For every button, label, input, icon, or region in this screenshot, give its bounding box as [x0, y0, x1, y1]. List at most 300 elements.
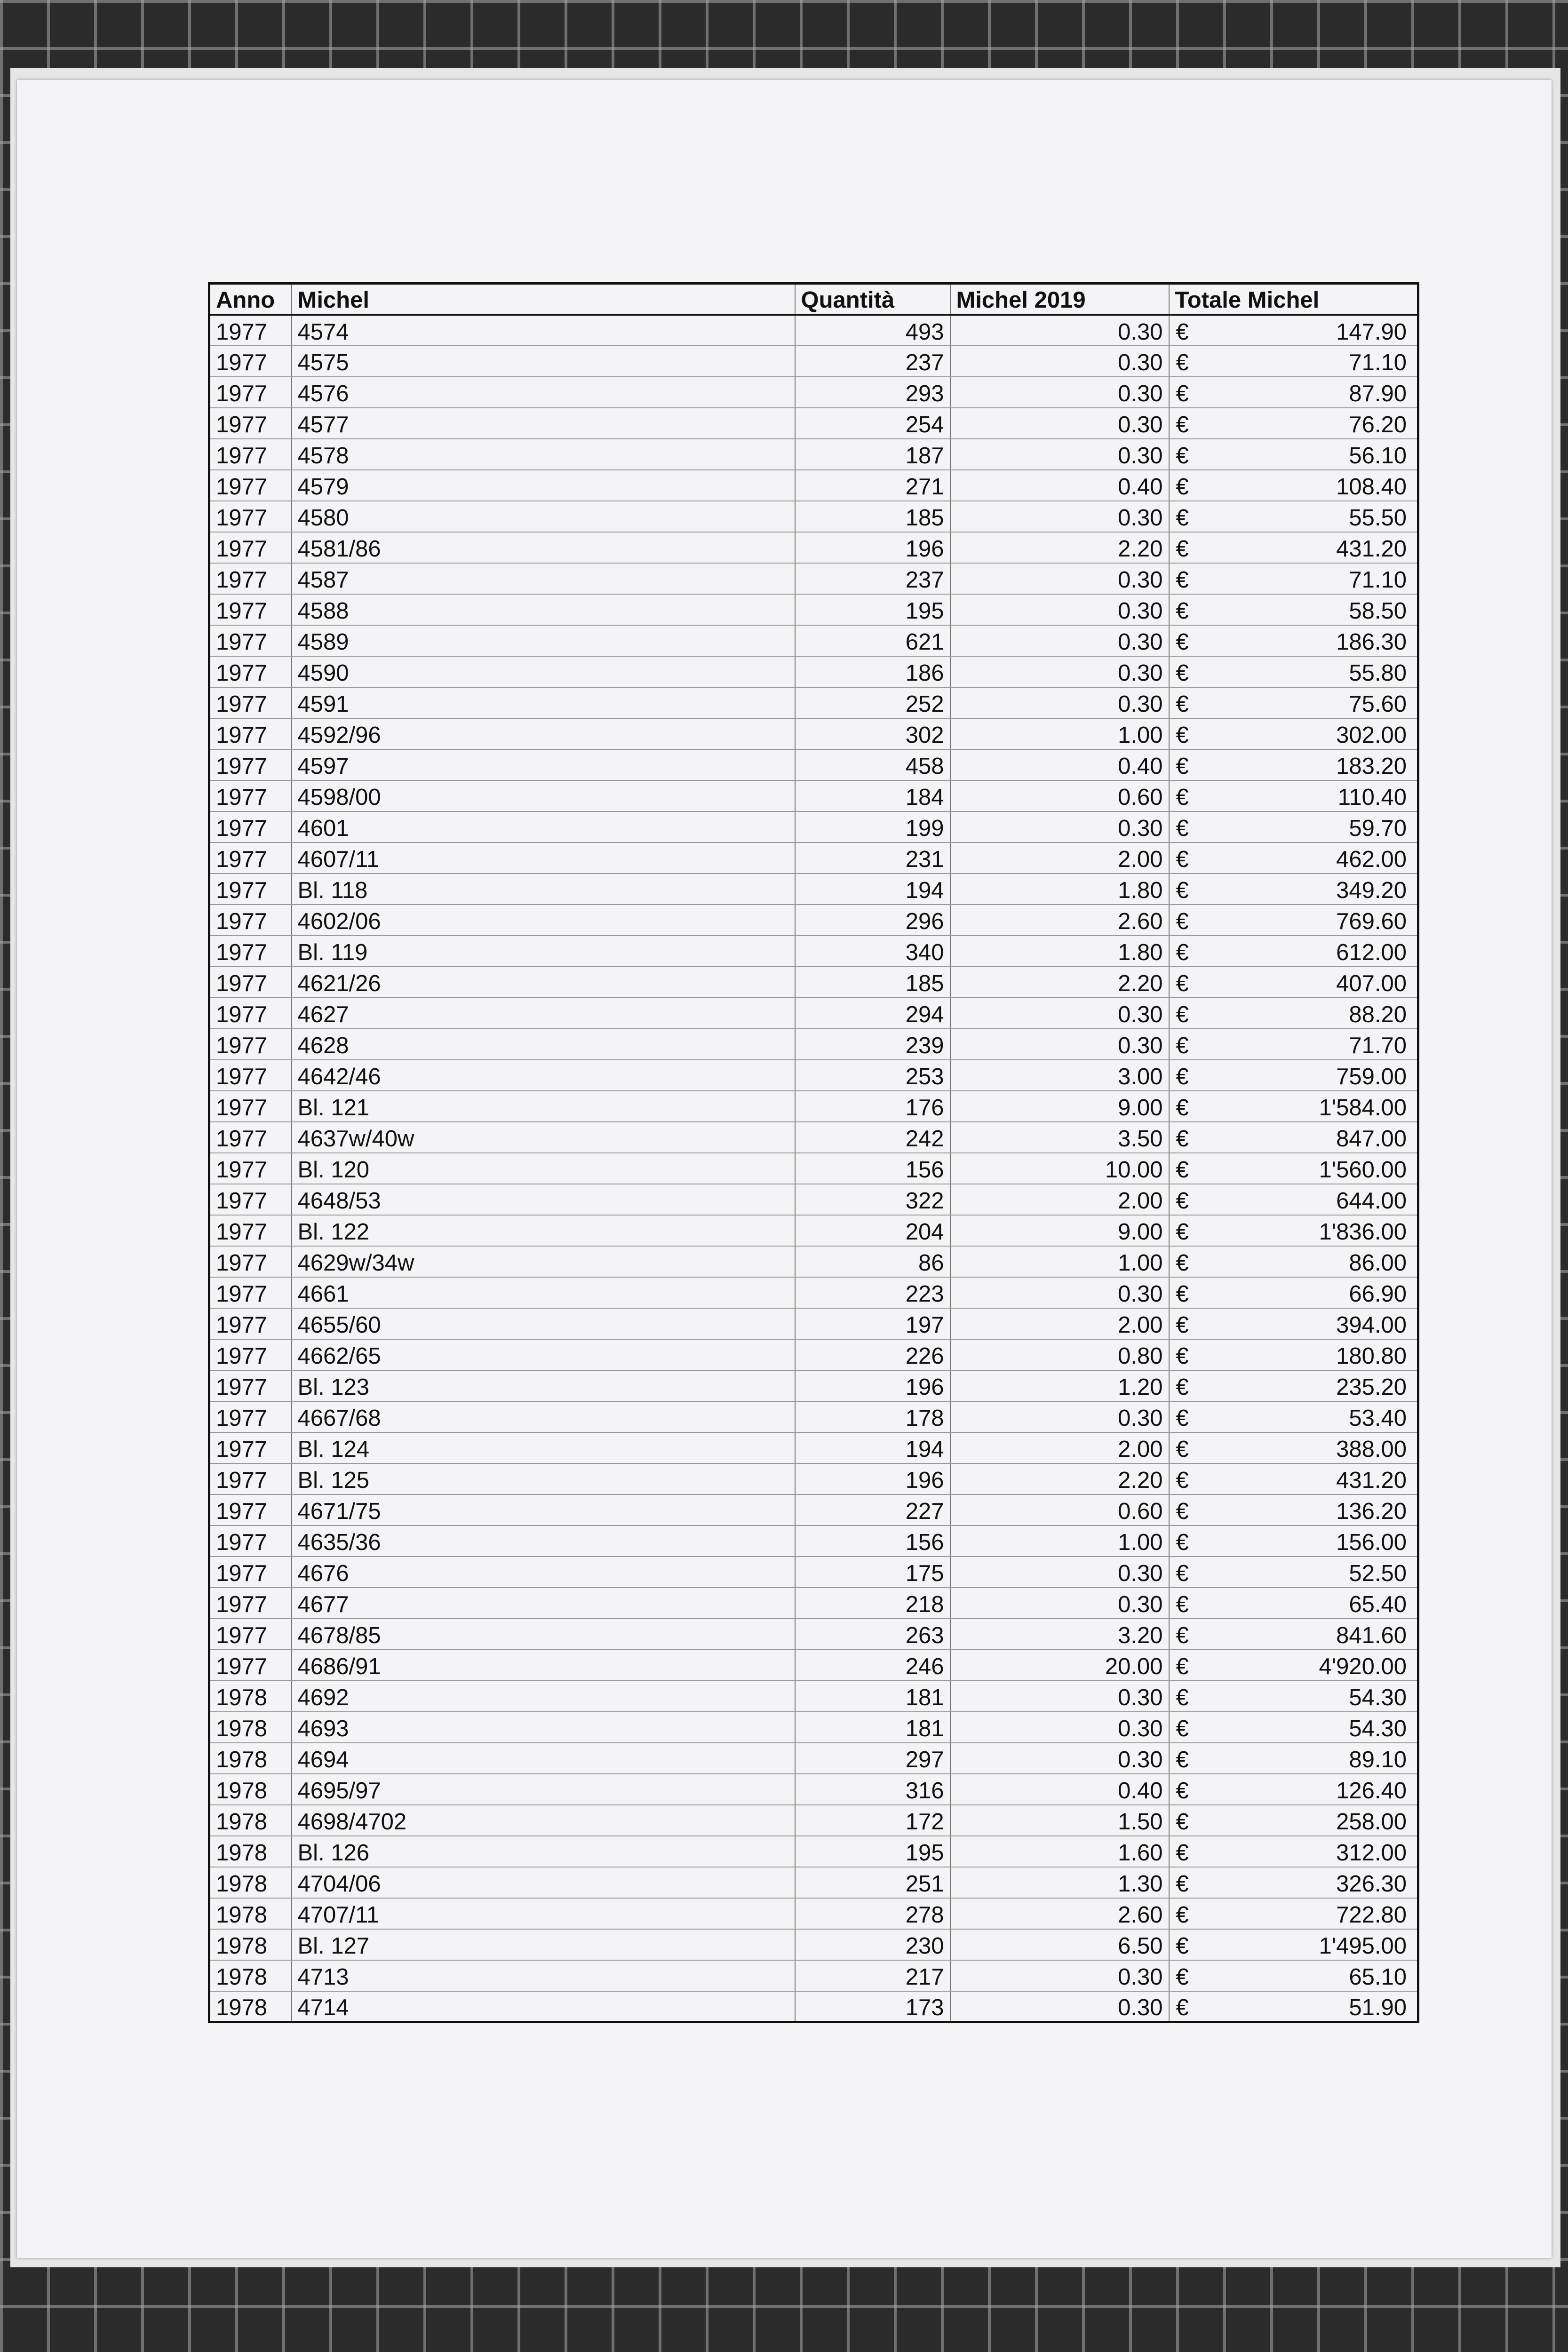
table-row [209, 1743, 1418, 1774]
cell-anno: 1978 [209, 1960, 292, 1991]
cell-anno: 1977 [209, 687, 292, 718]
cell-price: 2.20 [950, 532, 1169, 563]
cell-totale: 394.00 [1202, 1308, 1418, 1339]
table-row [209, 625, 1418, 656]
cell-quantita: 194 [795, 1432, 950, 1463]
cell-currency: € [1169, 998, 1202, 1029]
cell-price: 0.30 [950, 811, 1169, 842]
cell-totale: 65.10 [1202, 1960, 1418, 1991]
cell-price: 2.20 [950, 1463, 1169, 1494]
cell-quantita: 156 [795, 1526, 950, 1557]
cell-price: 0.30 [950, 1557, 1169, 1588]
cell-currency: € [1169, 1867, 1202, 1898]
cell-currency: € [1169, 1960, 1202, 1991]
cell-totale: 769.60 [1202, 905, 1418, 936]
cell-price: 0.30 [950, 377, 1169, 408]
cell-totale: 302.00 [1202, 718, 1418, 749]
cell-michel: 4627 [292, 998, 795, 1029]
table-row [209, 687, 1418, 718]
cell-totale: 87.90 [1202, 377, 1418, 408]
cell-currency: € [1169, 687, 1202, 718]
cell-price: 0.30 [950, 625, 1169, 656]
cell-michel: 4707/11 [292, 1898, 795, 1929]
cell-anno: 1977 [209, 936, 292, 967]
cell-totale: 183.20 [1202, 749, 1418, 780]
cell-michel: 4592/96 [292, 718, 795, 749]
table-row [209, 470, 1418, 501]
cell-quantita: 178 [795, 1401, 950, 1432]
cell-anno: 1977 [209, 625, 292, 656]
cell-michel: 4671/75 [292, 1494, 795, 1526]
cell-totale: 722.80 [1202, 1898, 1418, 1929]
cell-price: 0.30 [950, 594, 1169, 625]
cell-price: 0.40 [950, 749, 1169, 780]
cell-totale: 349.20 [1202, 874, 1418, 905]
cell-michel: 4597 [292, 749, 795, 780]
table-row [209, 1339, 1418, 1370]
cell-anno: 1977 [209, 1246, 292, 1277]
cell-price: 1.80 [950, 936, 1169, 967]
cell-totale: 258.00 [1202, 1805, 1418, 1836]
table-row [209, 1215, 1418, 1246]
cell-price: 0.40 [950, 470, 1169, 501]
header-michel: Michel [292, 284, 795, 315]
cell-anno: 1978 [209, 1991, 292, 2022]
cell-currency: € [1169, 1681, 1202, 1712]
cell-quantita: 194 [795, 874, 950, 905]
table-row [209, 315, 1418, 346]
table-row [209, 1960, 1418, 1991]
cell-anno: 1977 [209, 718, 292, 749]
cell-quantita: 196 [795, 1370, 950, 1401]
cell-price: 0.30 [950, 1712, 1169, 1743]
cell-price: 1.60 [950, 1836, 1169, 1867]
cell-currency: € [1169, 656, 1202, 687]
cell-currency: € [1169, 470, 1202, 501]
cell-totale: 326.30 [1202, 1867, 1418, 1898]
cell-totale: 1'584.00 [1202, 1091, 1418, 1122]
cell-michel: Bl. 121 [292, 1091, 795, 1122]
cell-currency: € [1169, 1091, 1202, 1122]
cell-price: 0.40 [950, 1774, 1169, 1805]
cell-anno: 1977 [209, 1588, 292, 1619]
cell-michel: 4661 [292, 1277, 795, 1308]
cell-totale: 88.20 [1202, 998, 1418, 1029]
cell-anno: 1977 [209, 439, 292, 470]
cell-totale: 54.30 [1202, 1712, 1418, 1743]
cell-anno: 1977 [209, 1619, 292, 1650]
cell-quantita: 237 [795, 563, 950, 594]
cell-anno: 1977 [209, 811, 292, 842]
cell-anno: 1977 [209, 1153, 292, 1184]
cell-quantita: 297 [795, 1743, 950, 1774]
cell-michel: 4676 [292, 1557, 795, 1588]
cell-price: 0.30 [950, 1588, 1169, 1619]
cell-michel: 4590 [292, 656, 795, 687]
cell-quantita: 172 [795, 1805, 950, 1836]
table-row [209, 1929, 1418, 1960]
cell-totale: 462.00 [1202, 842, 1418, 874]
cell-michel: Bl. 123 [292, 1370, 795, 1401]
cell-michel: 4662/65 [292, 1339, 795, 1370]
cell-anno: 1977 [209, 1122, 292, 1153]
table-row [209, 1712, 1418, 1743]
cell-price: 3.50 [950, 1122, 1169, 1153]
cell-currency: € [1169, 1494, 1202, 1526]
cell-currency: € [1169, 377, 1202, 408]
cell-currency: € [1169, 1463, 1202, 1494]
cell-currency: € [1169, 749, 1202, 780]
cell-currency: € [1169, 1029, 1202, 1060]
table-body [209, 315, 1418, 2022]
cell-totale: 71.10 [1202, 563, 1418, 594]
cell-quantita: 86 [795, 1246, 950, 1277]
cell-totale: 53.40 [1202, 1401, 1418, 1432]
cell-price: 10.00 [950, 1153, 1169, 1184]
cell-quantita: 230 [795, 1929, 950, 1960]
table-row [209, 1991, 1418, 2022]
cell-currency: € [1169, 1401, 1202, 1432]
cell-totale: 108.40 [1202, 470, 1418, 501]
cell-price: 0.30 [950, 439, 1169, 470]
cell-totale: 612.00 [1202, 936, 1418, 967]
cell-totale: 55.50 [1202, 501, 1418, 532]
cell-price: 0.30 [950, 687, 1169, 718]
cell-price: 1.00 [950, 718, 1169, 749]
cell-currency: € [1169, 1339, 1202, 1370]
cell-quantita: 196 [795, 532, 950, 563]
cell-currency: € [1169, 1215, 1202, 1246]
cell-currency: € [1169, 501, 1202, 532]
cell-price: 0.30 [950, 315, 1169, 346]
table-row [209, 346, 1418, 377]
cell-currency: € [1169, 1246, 1202, 1277]
cell-quantita: 493 [795, 315, 950, 346]
table-row [209, 1805, 1418, 1836]
cell-michel: 4579 [292, 470, 795, 501]
cell-michel: Bl. 120 [292, 1153, 795, 1184]
table-row [209, 1557, 1418, 1588]
cell-totale: 431.20 [1202, 532, 1418, 563]
cell-michel: 4655/60 [292, 1308, 795, 1339]
cell-totale: 126.40 [1202, 1774, 1418, 1805]
cell-anno: 1977 [209, 1308, 292, 1339]
cell-currency: € [1169, 1526, 1202, 1557]
cell-currency: € [1169, 1370, 1202, 1401]
cell-price: 1.50 [950, 1805, 1169, 1836]
table-row [209, 656, 1418, 687]
cell-anno: 1978 [209, 1743, 292, 1774]
cell-price: 0.30 [950, 1401, 1169, 1432]
cell-currency: € [1169, 625, 1202, 656]
cell-quantita: 197 [795, 1308, 950, 1339]
header-totale-michel: Totale Michel [1169, 284, 1418, 315]
table-row [209, 439, 1418, 470]
cell-price: 1.30 [950, 1867, 1169, 1898]
cell-currency: € [1169, 1774, 1202, 1805]
cell-price: 0.80 [950, 1339, 1169, 1370]
cell-currency: € [1169, 346, 1202, 377]
cell-quantita: 199 [795, 811, 950, 842]
table-row [209, 1681, 1418, 1712]
cell-anno: 1977 [209, 656, 292, 687]
cell-quantita: 226 [795, 1339, 950, 1370]
cell-quantita: 302 [795, 718, 950, 749]
table-row [209, 1029, 1418, 1060]
cell-michel: Bl. 126 [292, 1836, 795, 1867]
cell-michel: 4686/91 [292, 1650, 795, 1681]
cell-currency: € [1169, 315, 1202, 346]
cell-quantita: 322 [795, 1184, 950, 1215]
cell-anno: 1978 [209, 1836, 292, 1867]
cell-price: 0.30 [950, 501, 1169, 532]
cell-currency: € [1169, 811, 1202, 842]
cell-michel: 4635/36 [292, 1526, 795, 1557]
cell-anno: 1978 [209, 1867, 292, 1898]
cell-quantita: 621 [795, 625, 950, 656]
cell-michel: 4714 [292, 1991, 795, 2022]
cell-price: 0.30 [950, 1991, 1169, 2022]
cell-anno: 1977 [209, 998, 292, 1029]
cell-quantita: 294 [795, 998, 950, 1029]
cell-price: 0.60 [950, 780, 1169, 811]
cell-michel: 4581/86 [292, 532, 795, 563]
table-row [209, 1432, 1418, 1463]
cell-currency: € [1169, 532, 1202, 563]
cell-quantita: 239 [795, 1029, 950, 1060]
cell-price: 2.00 [950, 1432, 1169, 1463]
cell-totale: 1'495.00 [1202, 1929, 1418, 1960]
cell-michel: 4692 [292, 1681, 795, 1712]
cell-anno: 1977 [209, 1432, 292, 1463]
cell-totale: 759.00 [1202, 1060, 1418, 1091]
table-row [209, 1091, 1418, 1122]
table-row [209, 718, 1418, 749]
table-row [209, 1246, 1418, 1277]
cell-totale: 156.00 [1202, 1526, 1418, 1557]
cell-price: 0.30 [950, 346, 1169, 377]
cell-currency: € [1169, 1805, 1202, 1836]
table-row [209, 1867, 1418, 1898]
cell-currency: € [1169, 842, 1202, 874]
table-row [209, 532, 1418, 563]
cell-michel: 4598/00 [292, 780, 795, 811]
cell-quantita: 246 [795, 1650, 950, 1681]
cell-anno: 1978 [209, 1774, 292, 1805]
cell-michel: 4694 [292, 1743, 795, 1774]
cell-totale: 66.90 [1202, 1277, 1418, 1308]
cell-quantita: 231 [795, 842, 950, 874]
cell-anno: 1977 [209, 842, 292, 874]
cell-currency: € [1169, 1991, 1202, 2022]
cell-anno: 1977 [209, 905, 292, 936]
table-row [209, 563, 1418, 594]
cell-totale: 147.90 [1202, 315, 1418, 346]
cell-anno: 1978 [209, 1805, 292, 1836]
cell-quantita: 253 [795, 1060, 950, 1091]
cell-quantita: 175 [795, 1557, 950, 1588]
table-row [209, 780, 1418, 811]
cell-price: 0.30 [950, 656, 1169, 687]
cell-anno: 1977 [209, 346, 292, 377]
table-row [209, 1060, 1418, 1091]
cell-anno: 1977 [209, 563, 292, 594]
cell-michel: 4648/53 [292, 1184, 795, 1215]
cell-price: 0.30 [950, 1960, 1169, 1991]
cell-quantita: 173 [795, 1991, 950, 2022]
cell-price: 1.20 [950, 1370, 1169, 1401]
cell-michel: 4677 [292, 1588, 795, 1619]
cell-anno: 1977 [209, 1029, 292, 1060]
cell-anno: 1977 [209, 470, 292, 501]
cell-michel: 4628 [292, 1029, 795, 1060]
cell-michel: 4637w/40w [292, 1122, 795, 1153]
cell-anno: 1978 [209, 1712, 292, 1743]
cell-quantita: 223 [795, 1277, 950, 1308]
cell-anno: 1977 [209, 501, 292, 532]
cell-totale: 110.40 [1202, 780, 1418, 811]
cell-price: 20.00 [950, 1650, 1169, 1681]
cell-currency: € [1169, 1308, 1202, 1339]
cell-anno: 1977 [209, 1277, 292, 1308]
cell-totale: 71.10 [1202, 346, 1418, 377]
cell-currency: € [1169, 1712, 1202, 1743]
cell-michel: 4678/85 [292, 1619, 795, 1650]
cell-michel: 4693 [292, 1712, 795, 1743]
cell-anno: 1977 [209, 1184, 292, 1215]
cell-quantita: 187 [795, 439, 950, 470]
cell-michel: 4602/06 [292, 905, 795, 936]
cell-michel: 4577 [292, 408, 795, 439]
cell-price: 3.20 [950, 1619, 1169, 1650]
cell-quantita: 237 [795, 346, 950, 377]
cell-quantita: 185 [795, 501, 950, 532]
cell-quantita: 218 [795, 1588, 950, 1619]
cell-totale: 55.80 [1202, 656, 1418, 687]
cell-totale: 644.00 [1202, 1184, 1418, 1215]
cell-anno: 1977 [209, 377, 292, 408]
cell-currency: € [1169, 718, 1202, 749]
cell-michel: Bl. 124 [292, 1432, 795, 1463]
cell-totale: 59.70 [1202, 811, 1418, 842]
header-anno: Anno [209, 284, 292, 315]
cell-quantita: 316 [795, 1774, 950, 1805]
cell-price: 0.30 [950, 1743, 1169, 1774]
cell-currency: € [1169, 439, 1202, 470]
cell-anno: 1977 [209, 780, 292, 811]
cell-michel: 4698/4702 [292, 1805, 795, 1836]
header-row [209, 284, 1418, 315]
cell-price: 9.00 [950, 1091, 1169, 1122]
cell-michel: 4695/97 [292, 1774, 795, 1805]
cell-anno: 1977 [209, 1339, 292, 1370]
cell-totale: 1'836.00 [1202, 1215, 1418, 1246]
header-michel-2019: Michel 2019 [950, 284, 1169, 315]
cell-totale: 86.00 [1202, 1246, 1418, 1277]
table-row [209, 1650, 1418, 1681]
cell-michel: 4576 [292, 377, 795, 408]
cell-currency: € [1169, 1184, 1202, 1215]
cell-currency: € [1169, 408, 1202, 439]
cell-currency: € [1169, 1743, 1202, 1774]
cell-anno: 1977 [209, 594, 292, 625]
cell-totale: 841.60 [1202, 1619, 1418, 1650]
cell-michel: 4591 [292, 687, 795, 718]
cell-anno: 1977 [209, 1215, 292, 1246]
cell-price: 0.30 [950, 1277, 1169, 1308]
cell-totale: 388.00 [1202, 1432, 1418, 1463]
cell-michel: 4601 [292, 811, 795, 842]
table-row [209, 842, 1418, 874]
cell-totale: 89.10 [1202, 1743, 1418, 1774]
cell-price: 2.00 [950, 1184, 1169, 1215]
cell-michel: 4629w/34w [292, 1246, 795, 1277]
cell-price: 2.60 [950, 905, 1169, 936]
cell-michel: 4667/68 [292, 1401, 795, 1432]
michel-table [208, 282, 1419, 2023]
cell-quantita: 195 [795, 594, 950, 625]
cell-totale: 431.20 [1202, 1463, 1418, 1494]
cell-anno: 1977 [209, 532, 292, 563]
table-row [209, 1308, 1418, 1339]
cell-quantita: 176 [795, 1091, 950, 1122]
cell-price: 2.20 [950, 967, 1169, 998]
cell-totale: 56.10 [1202, 439, 1418, 470]
cell-totale: 54.30 [1202, 1681, 1418, 1712]
table-row [209, 1370, 1418, 1401]
cell-price: 0.60 [950, 1494, 1169, 1526]
cell-currency: € [1169, 1153, 1202, 1184]
cell-anno: 1978 [209, 1929, 292, 1960]
cell-michel: 4642/46 [292, 1060, 795, 1091]
cell-quantita: 227 [795, 1494, 950, 1526]
cell-michel: 4574 [292, 315, 795, 346]
cell-anno: 1977 [209, 749, 292, 780]
cell-currency: € [1169, 1650, 1202, 1681]
cell-quantita: 254 [795, 408, 950, 439]
cell-anno: 1977 [209, 315, 292, 346]
cell-anno: 1977 [209, 1650, 292, 1681]
table-row [209, 1619, 1418, 1650]
cell-currency: € [1169, 1432, 1202, 1463]
cell-currency: € [1169, 905, 1202, 936]
cell-anno: 1977 [209, 1401, 292, 1432]
table-row [209, 749, 1418, 780]
table-row [209, 1836, 1418, 1867]
cell-totale: 235.20 [1202, 1370, 1418, 1401]
cell-currency: € [1169, 1588, 1202, 1619]
cell-price: 6.50 [950, 1929, 1169, 1960]
table-row [209, 1277, 1418, 1308]
cell-michel: Bl. 119 [292, 936, 795, 967]
cell-anno: 1977 [209, 1463, 292, 1494]
cell-currency: € [1169, 874, 1202, 905]
cell-michel: 4575 [292, 346, 795, 377]
table-row [209, 1588, 1418, 1619]
cell-michel: Bl. 118 [292, 874, 795, 905]
paper-sheet [17, 80, 1552, 2258]
table-row [209, 1153, 1418, 1184]
cell-quantita: 217 [795, 1960, 950, 1991]
cell-michel: Bl. 127 [292, 1929, 795, 1960]
cell-price: 0.30 [950, 563, 1169, 594]
cell-anno: 1977 [209, 967, 292, 998]
cell-totale: 75.60 [1202, 687, 1418, 718]
cell-quantita: 278 [795, 1898, 950, 1929]
cell-totale: 52.50 [1202, 1557, 1418, 1588]
cell-michel: 4580 [292, 501, 795, 532]
cell-quantita: 156 [795, 1153, 950, 1184]
